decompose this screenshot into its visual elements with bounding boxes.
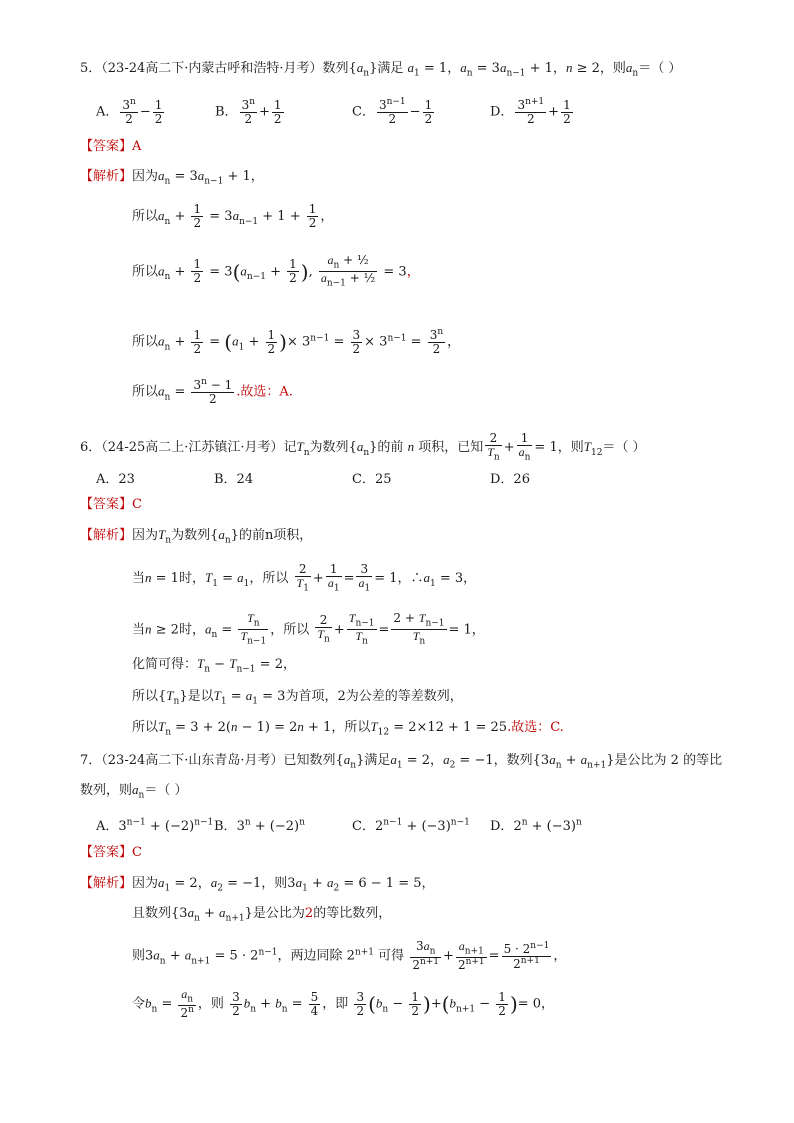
option-d[interactable]: D．26	[490, 472, 530, 487]
problem-5-stem: 5．（23-24高二下·内蒙古呼和浩特·月考）数列$\{a_n\}$满足 $a_1 = 1$，$a_n = 3a_{n-1} + 1$，n ≥ 2，则$a_n=$（ ）	[80, 60, 682, 79]
option-d[interactable]: D．$2^n + (-3)^n$	[490, 817, 582, 834]
problem-7-source: 7．（23-24高二下·山东青岛·月考）已知数列	[80, 753, 336, 768]
problem-7-answer: 【答案】C	[80, 845, 142, 860]
problem-7-analysis-3: 则$3a_n + a_{n+1} = 5 \cdot 2^{n-1}$，两边同除 $2^{n+1}$ 可得 $\frac{3a_n}{2^{n+1}}$ + $\frac{a_{n+1}}{2^{n+1}}$ = $\frac{5 \cdot 2^{n-1}}{2^{n+1}}$ ，	[132, 939, 567, 973]
problem-7-stem: 7．（23-24高二下·山东青岛·月考）已知数列$\{a_n\}$满足$a_1 = 2$，$a_2 = -1$，数列$\{3a_n + a_{n+1}\}$是公比为 2 的等比	[80, 752, 723, 771]
problem-7-analysis-2: 且数列$\{3a_n + a_{n+1}\}$是公比为2的等比数列，	[132, 905, 392, 924]
problem-6-analysis-4: 化简可得：$T_n - T_{n-1} = 2$，	[132, 656, 296, 675]
option-a[interactable]: A． $\frac{3^n}{2}$ − $\frac{1}{2}$	[96, 97, 163, 127]
problem-7-stem-2: 数列，则$a_n=$（ ）	[80, 782, 188, 801]
problem-7-analysis-1: 【解析】因为$a_1 = 2$，$a_2 = -1$，则$3a_1 + a_2 = 6 - 1 = 5$，	[80, 875, 435, 894]
option-c[interactable]: C．$2^{n-1} + (-3)^{n-1}$	[352, 817, 470, 834]
problem-6-analysis-6: 所以$T_n = 3 + 2(n - 1) = 2n + 1$，所以$T_{12} = 2\times 12 + 1 = 25$.故选：C.	[132, 719, 564, 738]
option-a[interactable]: A．$3^{n-1} + (-2)^{n-1}$	[96, 817, 214, 834]
problem-6-answer: 【答案】C	[80, 497, 142, 512]
problem-5-analysis-3: 所以$a_n$ + $\frac{1}{2}$ = $3(a_{n-1}$ + $\frac{1}{2}$ ), $\frac{a_n + \frac{1}{2}}{a_{n-1} + \frac{1}{2}}$ = 3，	[132, 253, 420, 289]
problem-5-analysis-4: 所以$a_n$ + $\frac{1}{2}$ = ($a_1$ + $\frac{1}{2}$ )× $3^{n-1}$ = $\frac{3}{2}$ × $3^{n-1}$ = $\frac{3^n}{2}$ ，	[132, 327, 461, 357]
option-a[interactable]: A．23	[96, 472, 135, 487]
option-b[interactable]: B．24	[214, 472, 254, 487]
problem-6-analysis-1: 【解析】因为$T_n$为数列$\{a_n\}$的前n项积，	[80, 527, 313, 546]
option-b[interactable]: B．$3^n + (-2)^n$	[214, 817, 305, 834]
option-b[interactable]: B． $\frac{3^n}{2}$ + $\frac{1}{2}$	[215, 97, 282, 127]
problem-5-analysis-5: 所以$a_n$ = $\frac{3^n - 1}{2}$ .故选：A.	[132, 377, 293, 407]
problem-6-analysis-5: 所以$\{T_n\}$是以$T_1 = a_1 = 3$为首项，2为公差的等差数列，	[132, 688, 463, 707]
problem-5-source: 5．（23-24高二下·内蒙古呼和浩特·月考）数列	[80, 61, 349, 76]
problem-6-analysis-3: 当n ≥ 2时，$a_n$ = $\frac{T_n}{T_{n-1}}$ ，所以 $\frac{2}{T_n}$ + $\frac{T_{n-1}}{T_n}$ = $\frac{2 + T_{n-1}}{T_n}$ = 1，	[132, 611, 485, 647]
problem-6-source: 6．（24-25高二上·江苏镇江·月考）记	[80, 440, 297, 456]
problem-5-analysis-2: 所以$a_n$ + $\frac{1}{2}$ = $3a_{n-1} + 1$ + $\frac{1}{2}$ ，	[132, 202, 334, 231]
problem-5-analysis-1: 【解析】因为$a_n = 3a_{n-1} + 1$，	[80, 168, 264, 187]
option-c[interactable]: C．25	[352, 472, 392, 487]
option-c[interactable]: C． $\frac{3^{n-1}}{2}$ − $\frac{1}{2}$	[352, 97, 433, 127]
problem-6-analysis-2: 当n = 1时，$T_1 = a_1$，所以 $\frac{2}{T_1}$ + $\frac{1}{a_1}$ = $\frac{3}{a_1}$ = 1，$\therefore a_1 = 3$，	[132, 562, 477, 594]
problem-6-stem: 6．（24-25高二上·江苏镇江·月考）记$T_n$为数列$\{a_n\}$的前 n 项积，已知 $\frac{2}{T_n}$ + $\frac{1}{a_n}$ = 1，则$T_{12}=$（ ）	[80, 431, 646, 463]
problem-5-answer: 【答案】A	[80, 139, 142, 154]
problem-7-analysis-4: 令$b_n$ = $\frac{a_n}{2^n}$ ，则 $\frac{3}{2}$ $b_n + b_n$ = $\frac{5}{4}$ ，即 $\frac{3}{2}$ ($b_n$ − $\frac{1}{2}$ )$+(b_{n+1}$ − $\frac{1}{2}$ )= 0，	[132, 987, 555, 1021]
option-d[interactable]: D． $\frac{3^{n+1}}{2}$ + $\frac{1}{2}$	[490, 97, 571, 127]
